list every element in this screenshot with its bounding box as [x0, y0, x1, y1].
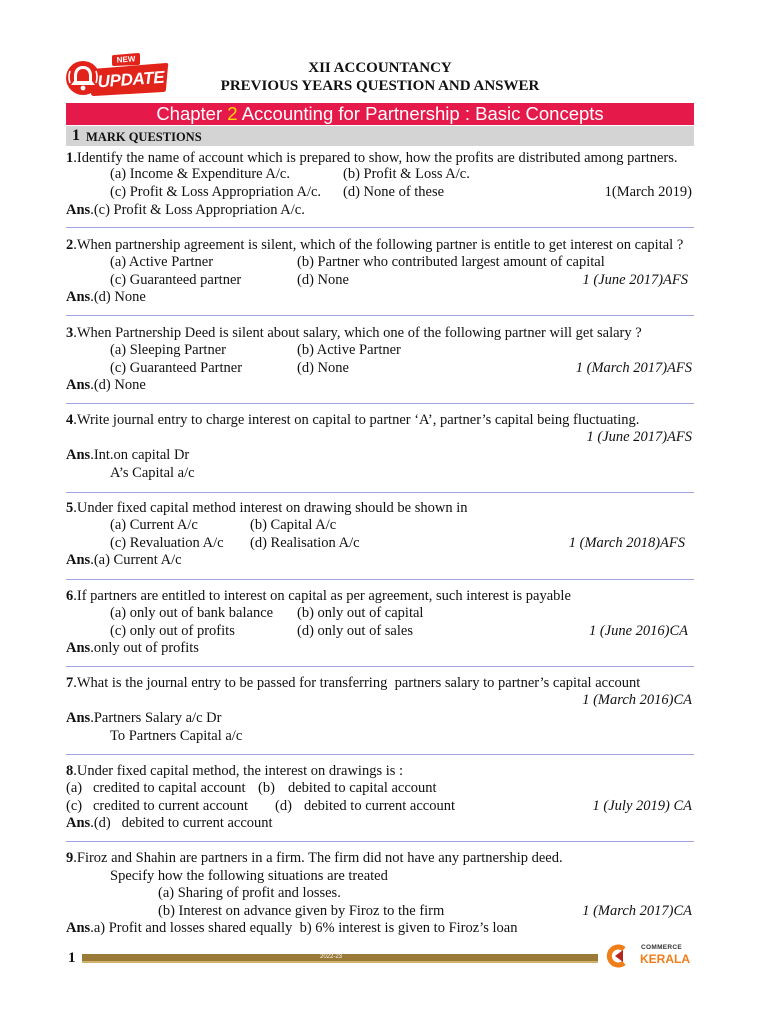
question-divider [66, 666, 694, 667]
document-subtitle: PREVIOUS YEARS QUESTION AND ANSWER [220, 78, 540, 94]
question-2-answer [66, 288, 146, 306]
answer-text: .(d) None [90, 377, 146, 393]
question-9-source: 1 (March 2017)CA [582, 903, 692, 919]
question-body: .Write journal entry to charge interest on capital to partner ‘A’, partner’s capital being fluctuating. [73, 412, 640, 428]
answer-label: Ans [66, 552, 91, 568]
question-4-answer [66, 446, 189, 464]
question-number: 8 [66, 763, 74, 779]
question-2-option-d: (d) None [297, 272, 349, 288]
question-3-option-d: (d) None [297, 360, 349, 376]
section-heading-bar [66, 126, 694, 146]
question-4-answer-line-2: A’s Capital a/c [110, 465, 195, 481]
question-body: .If partners are entitled to interest on capital as per agreement, such interest is payable [73, 588, 571, 604]
question-3-text [66, 324, 642, 342]
question-divider [66, 579, 694, 580]
question-divider [66, 227, 694, 228]
question-number: 7 [66, 675, 74, 691]
question-7-source: 1 (March 2016)CA [582, 692, 692, 708]
question-6-option-c: (c) only out of profits [110, 623, 235, 639]
footer-year: 2022-23 [319, 954, 343, 960]
badge-new-label: NEW [116, 54, 136, 65]
question-body: .Identify the name of account which is prepared to show, how the profits are distributed among partners. [73, 150, 678, 166]
question-2-option-b: (b) Partner who contributed largest amount of capital [297, 254, 605, 270]
answer-label: Ans [66, 640, 91, 656]
question-number: 1 [66, 150, 74, 166]
chapter-title-bar [66, 103, 694, 125]
question-8-option-b-text: debited to capital account [288, 780, 437, 796]
badge-update-label: UPDATE [96, 67, 165, 92]
question-number: 9 [66, 850, 74, 866]
question-8-source: 1 (July 2019) CA [592, 798, 692, 814]
question-8-option-a-label: (a) [66, 780, 83, 796]
question-1-source: 1(March 2019) [604, 184, 692, 200]
question-8-option-d-text: debited to current account [304, 798, 455, 814]
question-2-source: 1 (June 2017)AFS [582, 272, 688, 288]
question-6-source: 1 (June 2016)CA [588, 623, 688, 639]
question-8-text [66, 762, 403, 780]
chapter-number: 2 [227, 103, 238, 124]
question-6-text [66, 587, 571, 605]
question-3-option-a: (a) Sleeping Partner [110, 342, 226, 358]
question-8-option-d-label: (d) [275, 798, 292, 814]
commerce-kerala-logo-icon [605, 944, 631, 968]
question-8-option-c-text: credited to current account [93, 798, 248, 814]
question-body: .When Partnership Deed is silent about salary, which one of the following partner will get salary ? [73, 325, 642, 341]
question-8-option-c-label: (c) [66, 798, 83, 814]
question-3-option-b: (b) Active Partner [297, 342, 401, 358]
question-5-option-c: (c) Revaluation A/c [110, 535, 224, 551]
question-4-text [66, 411, 639, 429]
question-divider [66, 315, 694, 316]
question-1-option-c: (c) Profit & Loss Appropriation A/c. [110, 184, 322, 200]
chapter-word: Chapter [156, 103, 223, 124]
question-3-option-c: (c) Guaranteed Partner [110, 360, 243, 376]
logo-commerce-text: COMMERCE [641, 944, 683, 951]
answer-label: Ans [66, 289, 91, 305]
question-9-item-a: (a) Sharing of profit and losses. [158, 885, 341, 901]
answer-text: .(c) Profit & Loss Appropriation A/c. [90, 202, 305, 218]
question-2-option-a: (a) Active Partner [110, 254, 214, 270]
logo-kerala-text: KERALA [640, 952, 690, 966]
question-1-answer [66, 201, 305, 219]
answer-label: Ans [66, 202, 91, 218]
question-5-option-a: (a) Current A/c [110, 517, 198, 533]
question-6-option-a: (a) only out of bank balance [110, 605, 274, 621]
question-8-option-a-text: credited to capital account [93, 780, 246, 796]
section-label: MARK QUESTIONS [86, 130, 202, 144]
answer-text: .a) Profit and losses shared equally b) 6% interest is given to Firoz’s loan [90, 920, 518, 936]
question-7-answer [66, 709, 221, 727]
question-8-option-b-label: (b) [258, 780, 275, 796]
question-9-intro: Specify how the following situations are treated [110, 868, 388, 884]
question-8-answer [66, 814, 273, 832]
question-divider [66, 754, 694, 755]
question-4-source: 1 (June 2017)AFS [586, 429, 692, 445]
question-1-option-d: (d) None of these [343, 184, 445, 200]
question-2-option-c: (c) Guaranteed partner [110, 272, 242, 288]
answer-text: .(d) debited to current account [90, 815, 273, 831]
question-number: 6 [66, 588, 74, 604]
chapter-title: Accounting for Partnership : Basic Concepts [241, 103, 604, 124]
question-divider [66, 492, 694, 493]
question-3-answer [66, 376, 146, 394]
question-7-answer-line-2: To Partners Capital a/c [110, 728, 243, 744]
question-body: .What is the journal entry to be passed for transferring partners salary to partner’s capital account [73, 675, 641, 691]
question-number: 5 [66, 500, 74, 516]
question-9-answer [66, 919, 517, 937]
question-5-text [66, 499, 467, 517]
answer-text: .Partners Salary a/c Dr [90, 710, 222, 726]
question-6-option-d: (d) only out of sales [297, 623, 413, 639]
footer-bar [82, 954, 598, 963]
answer-text: .(d) None [90, 289, 146, 305]
section-mark-number: 1 [72, 127, 80, 144]
answer-text: .(a) Current A/c [90, 552, 182, 568]
question-6-option-b: (b) only out of capital [297, 605, 424, 621]
question-5-option-d: (d) Realisation A/c [250, 535, 360, 551]
answer-label: Ans [66, 710, 91, 726]
question-3-source: 1 (March 2017)AFS [575, 360, 692, 376]
question-5-answer [66, 551, 182, 569]
question-body: .Under fixed capital method interest on drawing should be shown in [73, 500, 468, 516]
answer-label: Ans [66, 377, 91, 393]
question-number: 2 [66, 237, 74, 253]
question-9-item-b: (b) Interest on advance given by Firoz to the firm [158, 903, 445, 919]
answer-label: Ans [66, 447, 91, 463]
answer-text: .only out of profits [90, 640, 199, 656]
question-divider [66, 403, 694, 404]
page-number: 1 [68, 950, 76, 966]
commerce-kerala-logo [605, 943, 693, 969]
answer-text: .Int.on capital Dr [90, 447, 190, 463]
question-body: .Under fixed capital method, the interest on drawings is : [73, 763, 404, 779]
question-divider [66, 841, 694, 842]
question-5-source: 1 (March 2018)AFS [568, 535, 685, 551]
question-1-option-a: (a) Income & Expenditure A/c. [110, 166, 290, 182]
question-6-answer [66, 639, 199, 657]
document-subject: XII ACCOUNTANCY [308, 60, 452, 76]
question-1-option-b: (b) Profit & Loss A/c. [343, 166, 470, 182]
answer-label: Ans [66, 815, 91, 831]
question-5-option-b: (b) Capital A/c [250, 517, 337, 533]
question-2-text [66, 236, 683, 254]
question-9-text [66, 849, 563, 867]
question-number: 3 [66, 325, 74, 341]
question-number: 4 [66, 412, 74, 428]
answer-label: Ans [66, 920, 91, 936]
question-7-text [66, 674, 640, 692]
question-body: .When partnership agreement is silent, which of the following partner is entitle to get interest on capital ? [73, 237, 684, 253]
question-body: .Firoz and Shahin are partners in a firm. The firm did not have any partnership deed. [73, 850, 563, 866]
